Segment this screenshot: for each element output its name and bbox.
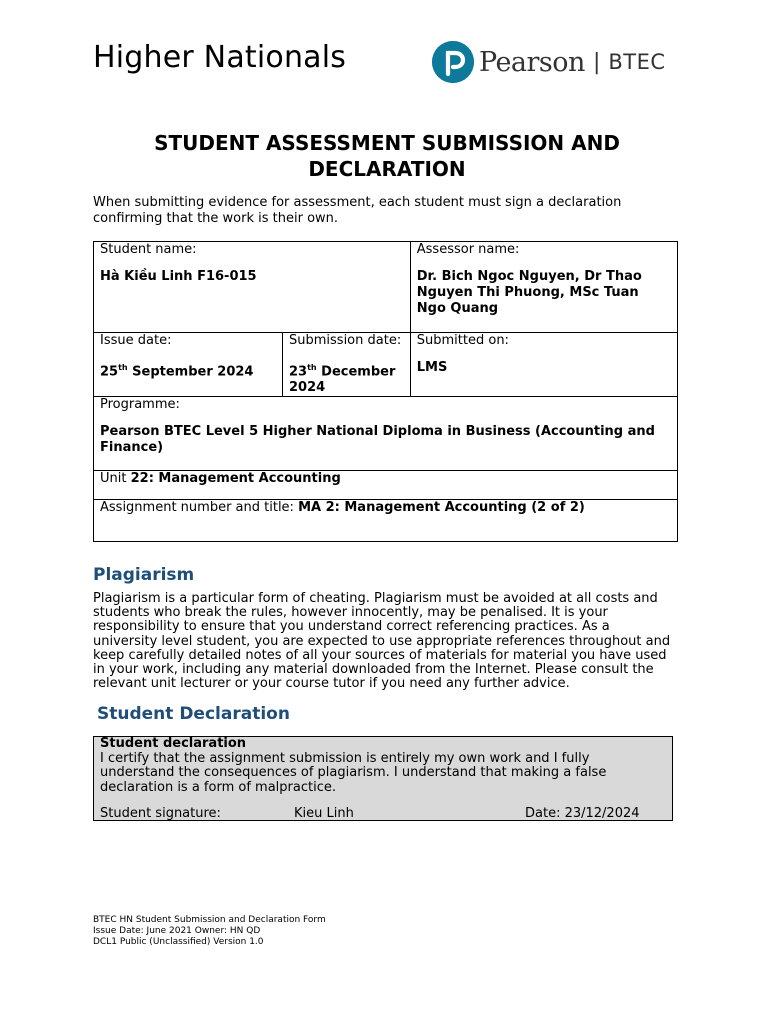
unit-label: Unit bbox=[100, 471, 131, 487]
issue-date-cell bbox=[94, 333, 283, 397]
document-title-line1: STUDENT ASSESSMENT SUBMISSION AND bbox=[154, 131, 620, 155]
logo-separator: | bbox=[592, 49, 601, 75]
declaration-box-text: I certify that the assignment submission is entirely my own work and I fully understand the consequences of plagiarism. I understand that making a false declaration is a form of malpractice. bbox=[100, 750, 607, 795]
footer-line2: Issue Date: June 2021 Owner: HN QD bbox=[93, 926, 261, 936]
signature-value: Kieu Linh bbox=[294, 806, 354, 821]
footer-line1: BTEC HN Student Submission and Declaration Form bbox=[93, 915, 326, 925]
submitted-on-label: Submitted on: bbox=[416, 333, 509, 348]
declaration-heading: Student Declaration bbox=[97, 704, 290, 724]
submission-date-value: 23th December 2024 bbox=[289, 363, 396, 396]
document-title-line2: DECLARATION bbox=[308, 157, 466, 181]
signature-label: Student signature: bbox=[100, 806, 221, 821]
submission-date-label: Submission date: bbox=[289, 333, 402, 348]
assignment-cell bbox=[94, 500, 678, 542]
unit-value: 22: Management Accounting bbox=[130, 471, 341, 487]
signature-date: Date: 23/12/2024 bbox=[525, 806, 640, 821]
student-name-label: Student name: bbox=[100, 242, 197, 257]
issue-date-label: Issue date: bbox=[100, 333, 172, 348]
logo-wordmark: Pearson bbox=[479, 46, 585, 78]
assessor-name-value: Dr. Bich Ngoc Nguyen, Dr Thao Nguyen Thi Phuong, MSc Tuan Ngo Quang bbox=[416, 269, 642, 316]
student-name-value: Hà Kiều Linh F16-015 bbox=[100, 269, 257, 284]
student-name-cell bbox=[94, 242, 411, 333]
signature-row bbox=[100, 807, 666, 822]
plagiarism-text: Plagiarism is a particular form of cheating. Plagiarism must be avoided at all costs and students who break the rules, however innocently, may be penalised. It is your responsibility to ensure that you understand correct referencing practices. As a university level student, you are expected to use appropriate references throughout and keep carefully detailed notes of all your sources of materials for material you have used in your work, including any material downloaded from the Internet. Please consult the relevant unit lecturer or your course tutor if you need any further advice. bbox=[93, 591, 671, 692]
pearson-btec-logo bbox=[432, 39, 666, 85]
assessor-name-cell bbox=[410, 242, 677, 333]
footer bbox=[93, 915, 326, 948]
programme-cell bbox=[94, 397, 678, 471]
assignment-label: Assignment number and title: bbox=[100, 500, 299, 516]
plagiarism-heading: Plagiarism bbox=[93, 565, 195, 585]
submitted-on-cell bbox=[410, 333, 677, 397]
issue-date-value: 25th September 2024 bbox=[100, 363, 254, 380]
document-title bbox=[93, 130, 681, 182]
header-title: Higher Nationals bbox=[93, 40, 347, 75]
assessor-name-label: Assessor name: bbox=[416, 242, 520, 257]
declaration-box bbox=[93, 736, 673, 821]
unit-cell bbox=[94, 471, 678, 500]
declaration-box-title: Student declaration bbox=[100, 736, 247, 751]
programme-value: Pearson BTEC Level 5 Higher National Diploma in Business (Accounting and Finance) bbox=[100, 424, 655, 456]
assignment-value: MA 2: Management Accounting (2 of 2) bbox=[298, 500, 585, 516]
submission-date-cell bbox=[283, 333, 411, 397]
intro-text: When submitting evidence for assessment, each student must sign a declaration confirming that the work is their own. bbox=[93, 195, 622, 226]
pearson-logo-icon bbox=[432, 41, 474, 83]
submission-info-table bbox=[93, 241, 678, 542]
footer-line3: DCL1 Public (Unclassified) Version 1.0 bbox=[93, 937, 264, 947]
logo-btec: BTEC bbox=[608, 50, 666, 74]
submitted-on-value: LMS bbox=[416, 360, 448, 375]
programme-label: Programme: bbox=[100, 397, 180, 413]
